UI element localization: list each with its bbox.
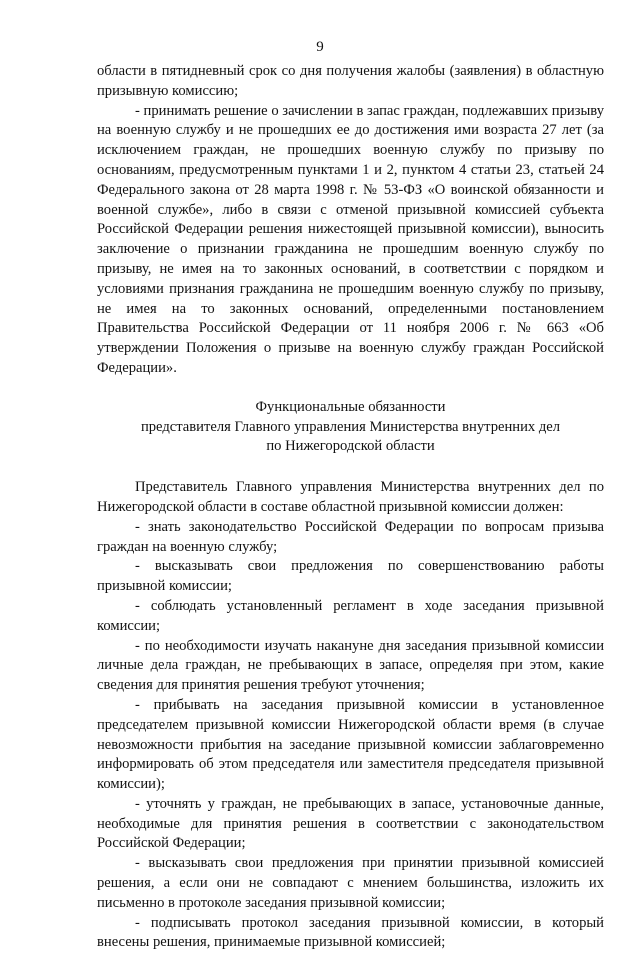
- paragraph: - принимать решение о зачислении в запас граждан, подлежавших призыву на военную службу и не прошедших ее до достижения ими возраста 27 лет (за исключением граждан, не прошедших военную службу по призыву по основаниям, предусмотренным пунктами 1 и 2, пунктом 4 статьи 23, статьей 24 Федерального закона от 28 марта 1998 г. № 53-ФЗ «О воинской обязанности и военной службе», либо в связи с отменой призывной комиссией субъекта Российской Федерации решения нижестоящей призывной комиссии), выносить заключение о признании гражданина не прошедшим военную службу по призыву, не имея на то законных оснований, в соответствии с порядком и условиями признания гражданина не прошедшим военную службу по призыву, не имея на то законных оснований, определенными постановлением Правительства Российской Федерации от 11 ноября 2006 г. № 663 «Об утверждении Положения о призыве на военную службу граждан Российской Федерации».: [97, 102, 604, 376]
- paragraph: Представитель Главного управления Министерства внутренних дел по Нижегородской области в составе областной призывной комиссии должен:: [97, 479, 604, 515]
- page-number: 9: [316, 39, 324, 55]
- paragraph: области в пятидневный срок со дня получения жалобы (заявления) в областную призывную комиссию;: [97, 63, 604, 99]
- section-heading-line: Функциональные обязанности: [255, 398, 446, 415]
- list-item: - по необходимости изучать накануне дня заседания призывной комиссии личные дела граждан, не пребывающих в запасе, определяя при этом, какие сведения для принятия решения требуют уточнения;: [97, 637, 604, 694]
- list-item: - высказывать свои предложения по совершенствованию работы призывной комиссии;: [97, 558, 604, 595]
- list-item: - подписывать протокол заседания призывной комиссии, в который внесены решения, принимаемые призывной комиссией;: [97, 914, 604, 951]
- section-heading: [97, 398, 604, 457]
- list-item: - высказывать свои предложения при принятии призывной комиссией решения, а если они не совпадают с мнением большинства, изложить их письменно в протоколе заседания призывной комиссии;: [97, 855, 604, 911]
- section-heading-line: по Нижегородской области: [266, 438, 435, 455]
- section-heading-line: представителя Главного управления Министерства внутренних дел: [140, 418, 561, 435]
- list-item: - знать законодательство Российской Федерации по вопросам призыва граждан на военную службу;: [97, 518, 604, 555]
- list-item: - уточнять у граждан, не пребывающих в запасе, установочные данные, необходимые для принятия решения в соответствии с законодательством Российской Федерации;: [97, 795, 604, 852]
- document-body: [97, 62, 604, 953]
- list-item: - соблюдать установленный регламент в ходе заседания призывной комиссии;: [97, 597, 604, 634]
- list-item: - прибывать на заседания призывной комиссии в установленное председателем призывной комиссии Нижегородской области время (в случае невозможности прибытия на заседание призывной комиссии заблаговременно информировать об этом председателя или заместителя председателя призывной комиссии);: [97, 696, 604, 793]
- duties-list: [97, 478, 604, 953]
